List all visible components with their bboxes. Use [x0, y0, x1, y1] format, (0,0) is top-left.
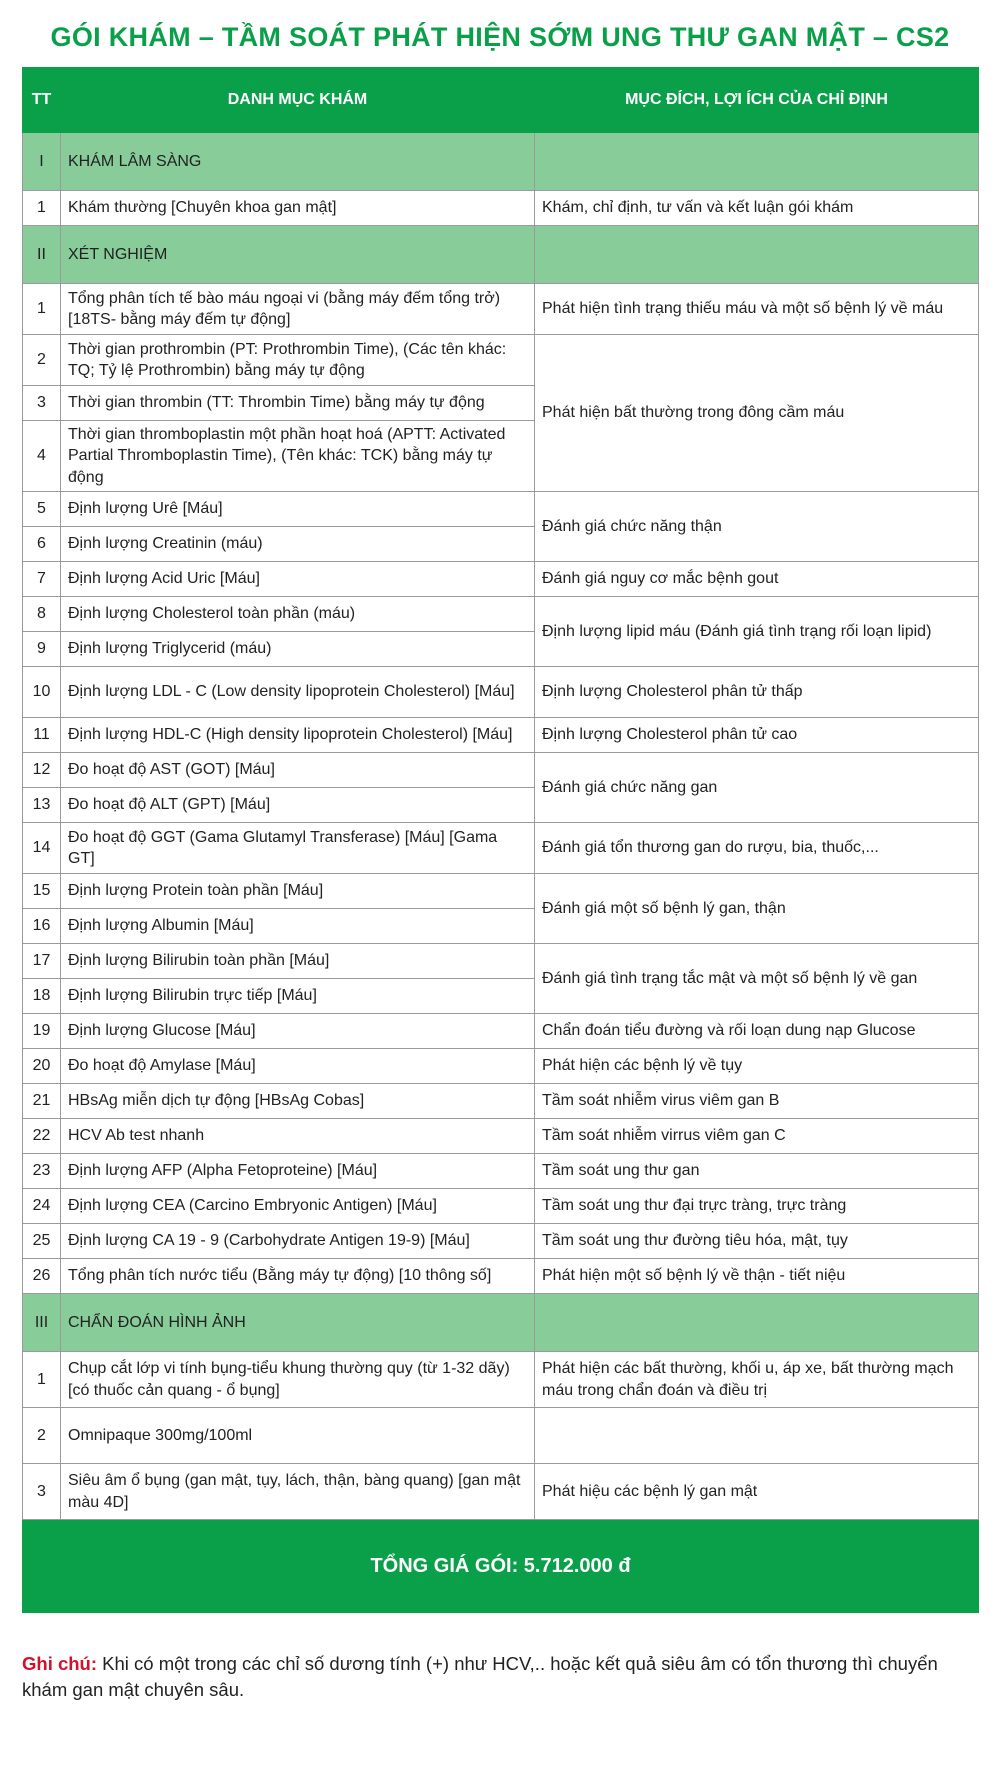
row-item: Định lượng CEA (Carcino Embryonic Antigen) [Máu]: [61, 1189, 535, 1224]
header-item: DANH MỤC KHÁM: [61, 68, 535, 133]
row-item: Định lượng Triglycerid (máu): [61, 632, 535, 667]
header-purpose: MỤC ĐÍCH, LỢI ÍCH CỦA CHỈ ĐỊNH: [535, 68, 979, 133]
row-number: 14: [23, 823, 61, 874]
section-number: II: [23, 226, 61, 284]
table-row: [23, 191, 979, 226]
table-row: [23, 1154, 979, 1189]
table-row: [23, 667, 979, 718]
row-number: 2: [23, 1408, 61, 1464]
row-purpose: Phát hiện bất thường trong đông cầm máu: [535, 335, 979, 492]
row-purpose: Tầm soát ung thư đại trực tràng, trực tràng: [535, 1189, 979, 1224]
row-item: Định lượng Protein toàn phần [Máu]: [61, 874, 535, 909]
row-purpose: Đánh giá chức năng gan: [535, 753, 979, 823]
table-row: [23, 1259, 979, 1294]
section-label: CHẨN ĐOÁN HÌNH ẢNH: [61, 1294, 535, 1352]
table-row: [23, 823, 979, 874]
section-empty: [535, 133, 979, 191]
row-item: Siêu âm ổ bụng (gan mật, tụy, lách, thận, bàng quang) [gan mật màu 4D]: [61, 1464, 535, 1520]
row-purpose: Định lượng lipid máu (Đánh giá tình trạng rối loạn lipid): [535, 597, 979, 667]
row-purpose: Phát hiện một số bệnh lý về thận - tiết niệu: [535, 1259, 979, 1294]
table-row: [23, 1408, 979, 1464]
row-item: Thời gian prothrombin (PT: Prothrombin Time), (Các tên khác: TQ; Tỷ lệ Prothrombin) bằng máy tự động: [61, 335, 535, 386]
section-row: [23, 226, 979, 284]
table-row: [23, 1049, 979, 1084]
row-purpose: Đánh giá tình trạng tắc mật và một số bệnh lý về gan: [535, 944, 979, 1014]
row-item: Định lượng Bilirubin toàn phần [Máu]: [61, 944, 535, 979]
table-row: [23, 753, 979, 788]
row-number: 18: [23, 979, 61, 1014]
row-purpose: Tầm soát ung thư đường tiêu hóa, mật, tụy: [535, 1224, 979, 1259]
row-item: Đo hoạt độ AST (GOT) [Máu]: [61, 753, 535, 788]
row-item: HBsAg miễn dịch tự động [HBsAg Cobas]: [61, 1084, 535, 1119]
row-purpose: Đánh giá một số bệnh lý gan, thận: [535, 874, 979, 944]
row-item: Omnipaque 300mg/100ml: [61, 1408, 535, 1464]
row-purpose: Đánh giá chức năng thận: [535, 492, 979, 562]
row-item: Đo hoạt độ ALT (GPT) [Máu]: [61, 788, 535, 823]
table-header-row: [23, 68, 979, 133]
row-number: 3: [23, 1464, 61, 1520]
row-item: Định lượng Urê [Máu]: [61, 492, 535, 527]
section-empty: [535, 226, 979, 284]
table-row: [23, 335, 979, 386]
row-purpose: Đánh giá nguy cơ mắc bệnh gout: [535, 562, 979, 597]
section-row: [23, 1294, 979, 1352]
row-item: Định lượng Creatinin (máu): [61, 527, 535, 562]
row-purpose: Phát hiệu các bệnh lý gan mật: [535, 1464, 979, 1520]
table-row: [23, 944, 979, 979]
row-purpose: Tầm soát nhiễm virus viêm gan B: [535, 1084, 979, 1119]
header-tt: TT: [23, 68, 61, 133]
row-number: 20: [23, 1049, 61, 1084]
table-row: [23, 1464, 979, 1520]
row-number: 9: [23, 632, 61, 667]
table-row: [23, 1224, 979, 1259]
footnote-text: Khi có một trong các chỉ số dương tính (+) như HCV,.. hoặc kết quả siêu âm có tổn thương thì chuyển khám gan mật chuyên sâu.: [22, 1653, 938, 1700]
row-item: Định lượng Acid Uric [Máu]: [61, 562, 535, 597]
row-item: Tổng phân tích tế bào máu ngoại vi (bằng máy đếm tổng trở) [18TS- bằng máy đếm tự động]: [61, 284, 535, 335]
page-title: GÓI KHÁM – TẦM SOÁT PHÁT HIỆN SỚM UNG THƯ GAN MẬT – CS2: [50, 22, 950, 52]
row-item: Định lượng CA 19 - 9 (Carbohydrate Antigen 19-9) [Máu]: [61, 1224, 535, 1259]
row-purpose: Phát hiện tình trạng thiếu máu và một số bệnh lý về máu: [535, 284, 979, 335]
footnote-label: Ghi chú:: [22, 1653, 98, 1674]
row-number: 22: [23, 1119, 61, 1154]
row-purpose: Tầm soát nhiễm virrus viêm gan C: [535, 1119, 979, 1154]
row-number: 13: [23, 788, 61, 823]
footnote: [22, 1651, 982, 1703]
row-number: 12: [23, 753, 61, 788]
row-number: 15: [23, 874, 61, 909]
table-row: [23, 1352, 979, 1408]
row-item: Khám thường [Chuyên khoa gan mật]: [61, 191, 535, 226]
table-row: [23, 597, 979, 632]
row-item: Chụp cắt lớp vi tính bụng-tiểu khung thường quy (từ 1-32 dãy) [có thuốc cản quang - ổ bụng]: [61, 1352, 535, 1408]
section-row: [23, 133, 979, 191]
row-number: 2: [23, 335, 61, 386]
row-purpose: [535, 1408, 979, 1464]
section-number: I: [23, 133, 61, 191]
section-label: KHÁM LÂM SÀNG: [61, 133, 535, 191]
row-purpose: Tầm soát ung thư gan: [535, 1154, 979, 1189]
row-number: 17: [23, 944, 61, 979]
table-row: [23, 1189, 979, 1224]
package-table: [22, 67, 979, 1613]
row-item: Định lượng Albumin [Máu]: [61, 909, 535, 944]
section-number: III: [23, 1294, 61, 1352]
row-item: Định lượng Cholesterol toàn phần (máu): [61, 597, 535, 632]
row-item: Tổng phân tích nước tiểu (Bằng máy tự động) [10 thông số]: [61, 1259, 535, 1294]
table-row: [23, 1014, 979, 1049]
row-number: 1: [23, 191, 61, 226]
row-number: 8: [23, 597, 61, 632]
row-purpose: Phát hiện các bệnh lý về tụy: [535, 1049, 979, 1084]
row-number: 5: [23, 492, 61, 527]
row-number: 26: [23, 1259, 61, 1294]
row-number: 6: [23, 527, 61, 562]
row-number: 3: [23, 386, 61, 421]
table-row: [23, 562, 979, 597]
row-item: Định lượng Glucose [Máu]: [61, 1014, 535, 1049]
row-number: 4: [23, 421, 61, 492]
row-number: 24: [23, 1189, 61, 1224]
row-number: 23: [23, 1154, 61, 1189]
row-item: Định lượng HDL-C (High density lipoprotein Cholesterol) [Máu]: [61, 718, 535, 753]
table-row: [23, 492, 979, 527]
row-item: Đo hoạt độ Amylase [Máu]: [61, 1049, 535, 1084]
section-empty: [535, 1294, 979, 1352]
row-item: HCV Ab test nhanh: [61, 1119, 535, 1154]
table-row: [23, 284, 979, 335]
table-row: [23, 874, 979, 909]
row-number: 10: [23, 667, 61, 718]
row-number: 16: [23, 909, 61, 944]
row-number: 1: [23, 284, 61, 335]
row-item: Định lượng LDL - C (Low density lipoprotein Cholesterol) [Máu]: [61, 667, 535, 718]
row-item: Thời gian thrombin (TT: Thrombin Time) bằng máy tự động: [61, 386, 535, 421]
row-item: Đo hoạt độ GGT (Gama Glutamyl Transferase) [Máu] [Gama GT]: [61, 823, 535, 874]
table-row: [23, 718, 979, 753]
row-purpose: Đánh giá tổn thương gan do rượu, bia, thuốc,...: [535, 823, 979, 874]
row-purpose: Khám, chỉ định, tư vấn và kết luận gói khám: [535, 191, 979, 226]
row-purpose: Chẩn đoán tiểu đường và rối loạn dung nạp Glucose: [535, 1014, 979, 1049]
row-number: 25: [23, 1224, 61, 1259]
row-purpose: Phát hiện các bất thường, khối u, áp xe, bất thường mạch máu trong chẩn đoán và điều trị: [535, 1352, 979, 1408]
row-number: 7: [23, 562, 61, 597]
row-number: 21: [23, 1084, 61, 1119]
row-number: 19: [23, 1014, 61, 1049]
row-number: 1: [23, 1352, 61, 1408]
table-row: [23, 1119, 979, 1154]
row-item: Định lượng AFP (Alpha Fetoproteine) [Máu]: [61, 1154, 535, 1189]
row-item: Định lượng Bilirubin trực tiếp [Máu]: [61, 979, 535, 1014]
row-item: Thời gian thromboplastin một phần hoạt hoá (APTT: Activated Partial Thromboplastin Time), (Tên khác: TCK) bằng máy tự động: [61, 421, 535, 492]
row-purpose: Định lượng Cholesterol phân tử cao: [535, 718, 979, 753]
total-row: [23, 1520, 979, 1613]
section-label: XÉT NGHIỆM: [61, 226, 535, 284]
total-price: TỔNG GIÁ GÓI: 5.712.000 đ: [23, 1520, 979, 1613]
row-number: 11: [23, 718, 61, 753]
table-row: [23, 1084, 979, 1119]
row-purpose: Định lượng Cholesterol phân tử thấp: [535, 667, 979, 718]
